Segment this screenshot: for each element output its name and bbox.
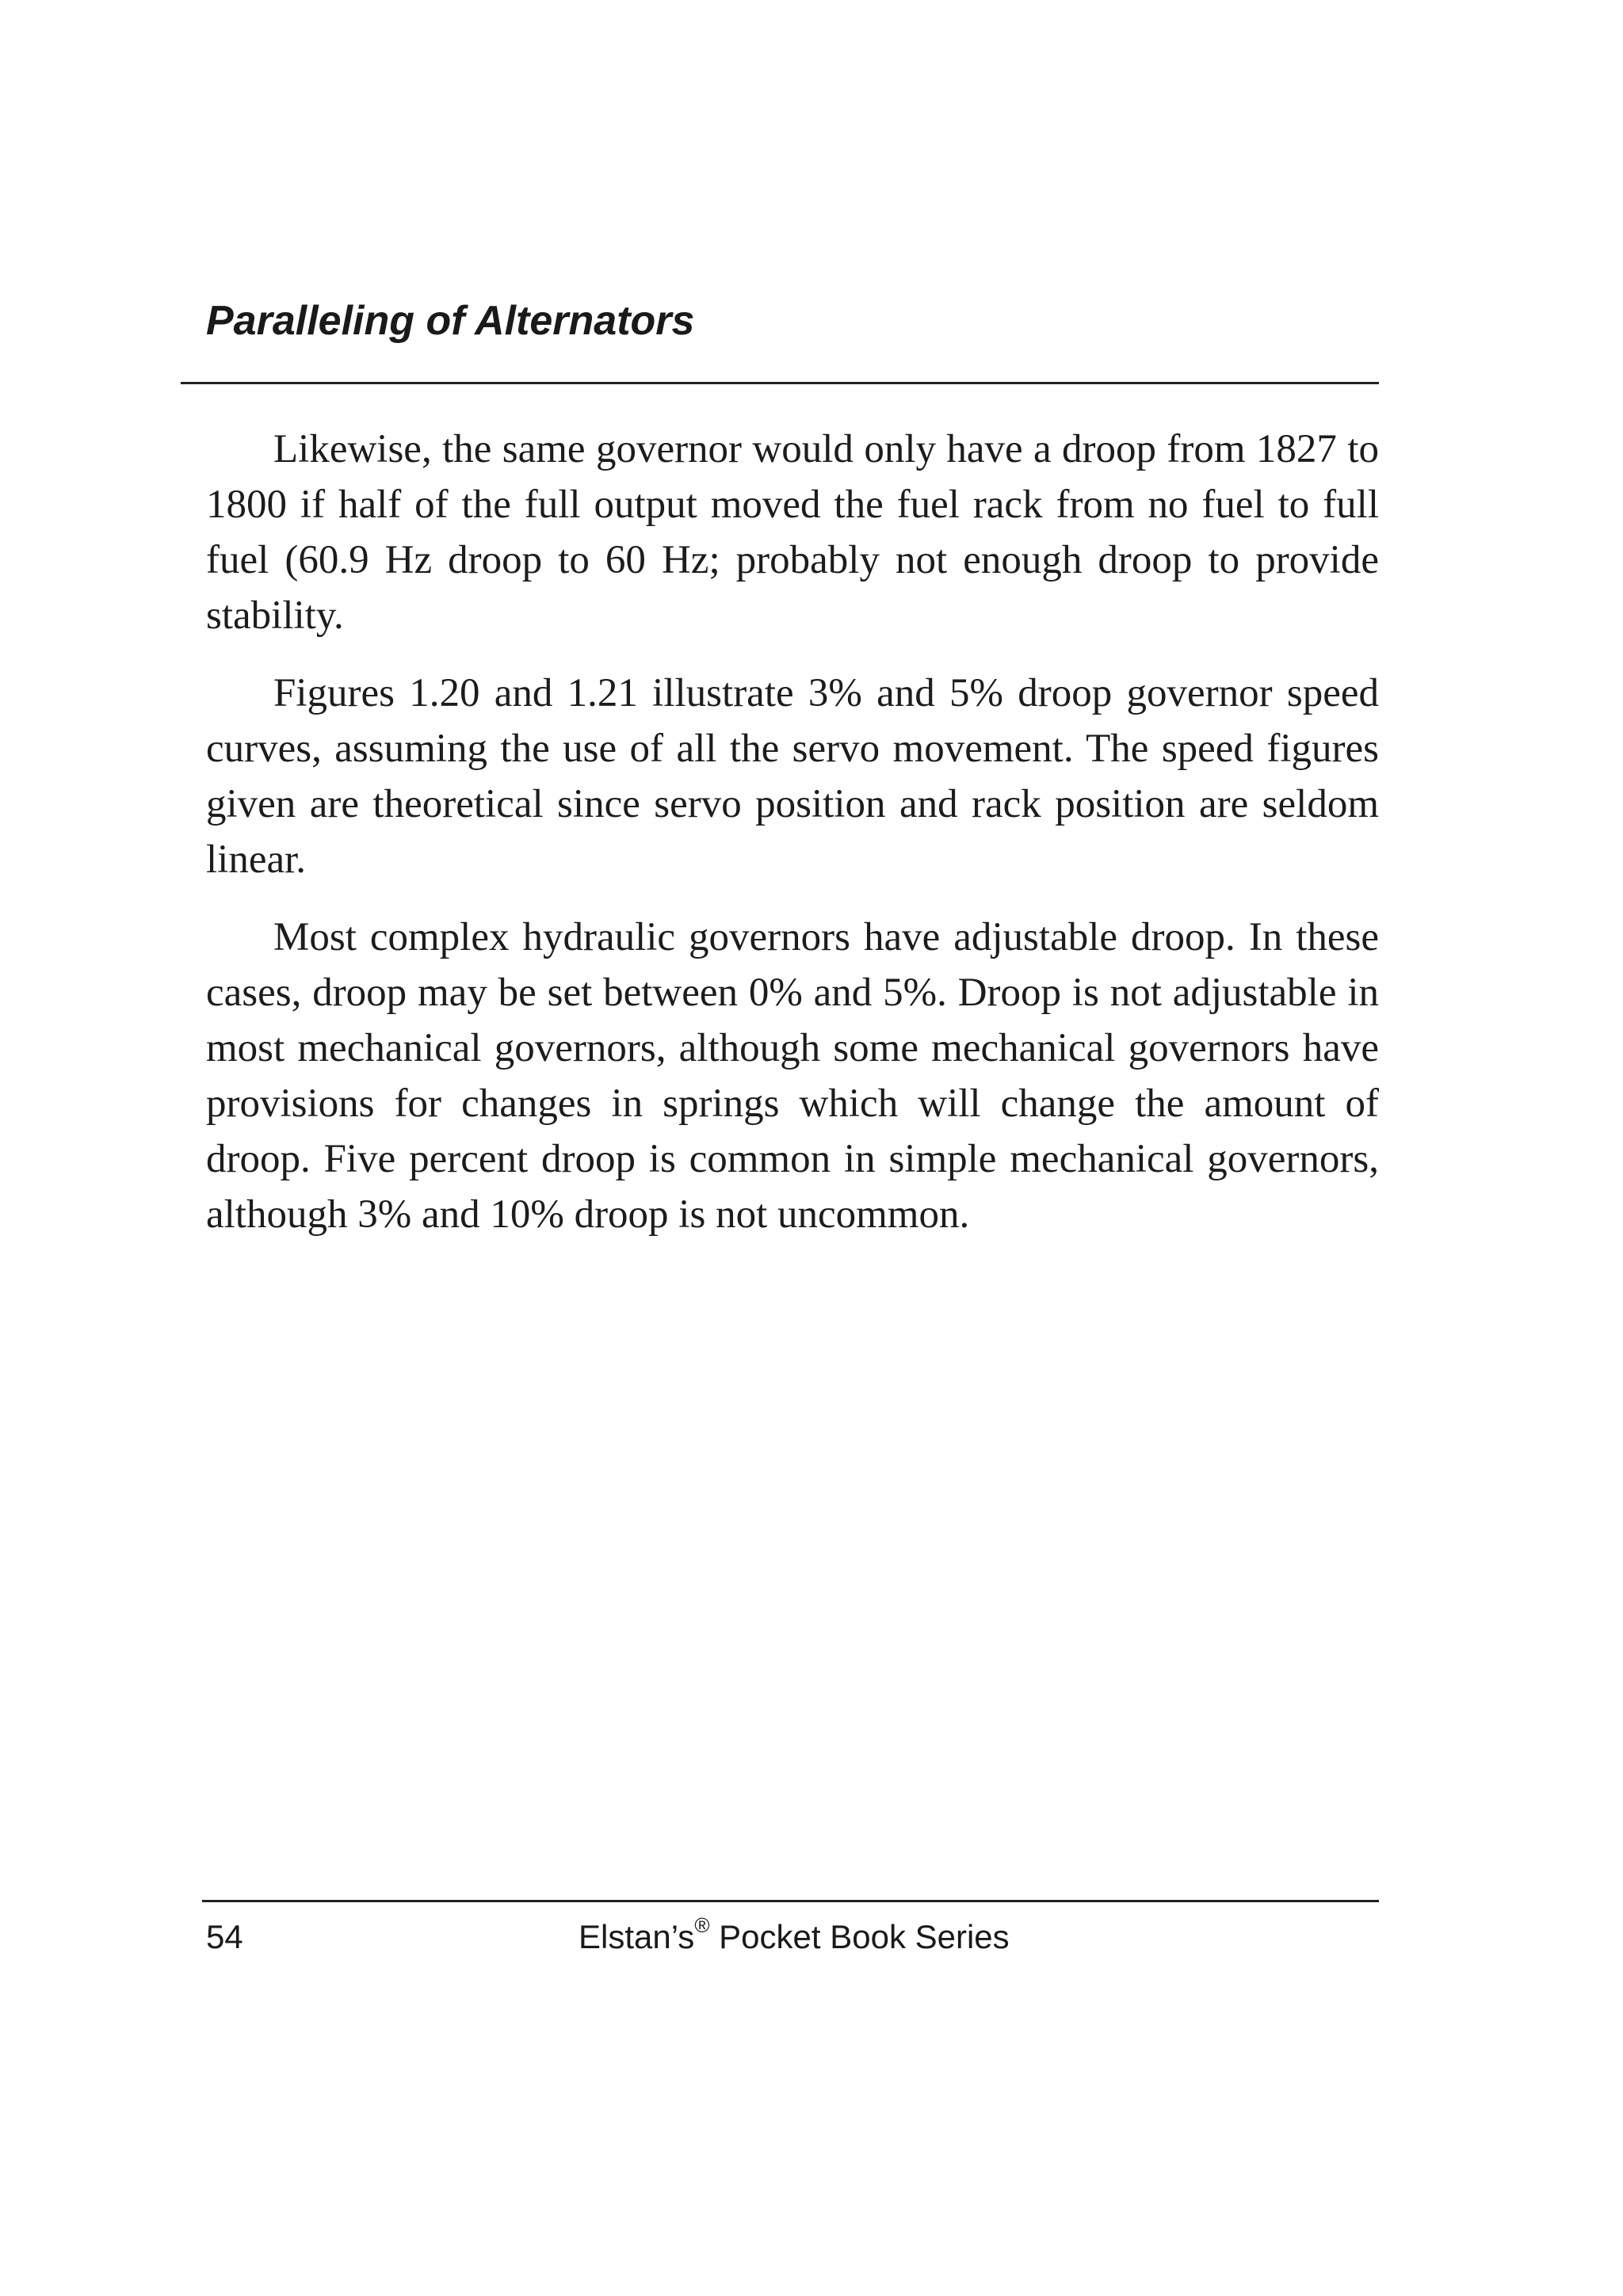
footer-divider (202, 1900, 1379, 1902)
body-text (206, 421, 1379, 1264)
page-number: 54 (206, 1918, 243, 1955)
series-name: Elstan’s (579, 1918, 695, 1955)
section-title: Paralleling of Alternators (206, 298, 695, 344)
header-divider (181, 382, 1379, 384)
series-suffix: Pocket Book Series (709, 1918, 1010, 1955)
paragraph: Likewise, the same governor would only have a droop from 1827 to 1800 if half of the full output moved the fuel rack from no fuel to full fuel (60.9 Hz droop to 60 Hz; probably not enough droop to provide stability. (206, 427, 1379, 638)
series-title (579, 1909, 1010, 1965)
paragraph: Figures 1.20 and 1.21 illustrate 3% and 5% droop governor speed curves, assuming the use of all the servo movement. The speed figures given are theoretical since servo position and rack position are seldom linear. (206, 671, 1379, 882)
registered-mark: ® (694, 1913, 710, 1937)
paragraph: Most complex hydraulic governors have adjustable droop. In these cases, droop may be set between 0% and 5%. Droop is not adjustable in most mechanical governors, although some mechanical governors have provisions for changes in springs which will change the amount of droop. Five percent droop is common in simple mechanical governors, although 3% and 10% droop is not uncommon. (206, 915, 1379, 1237)
page-footer (206, 1909, 1379, 1965)
